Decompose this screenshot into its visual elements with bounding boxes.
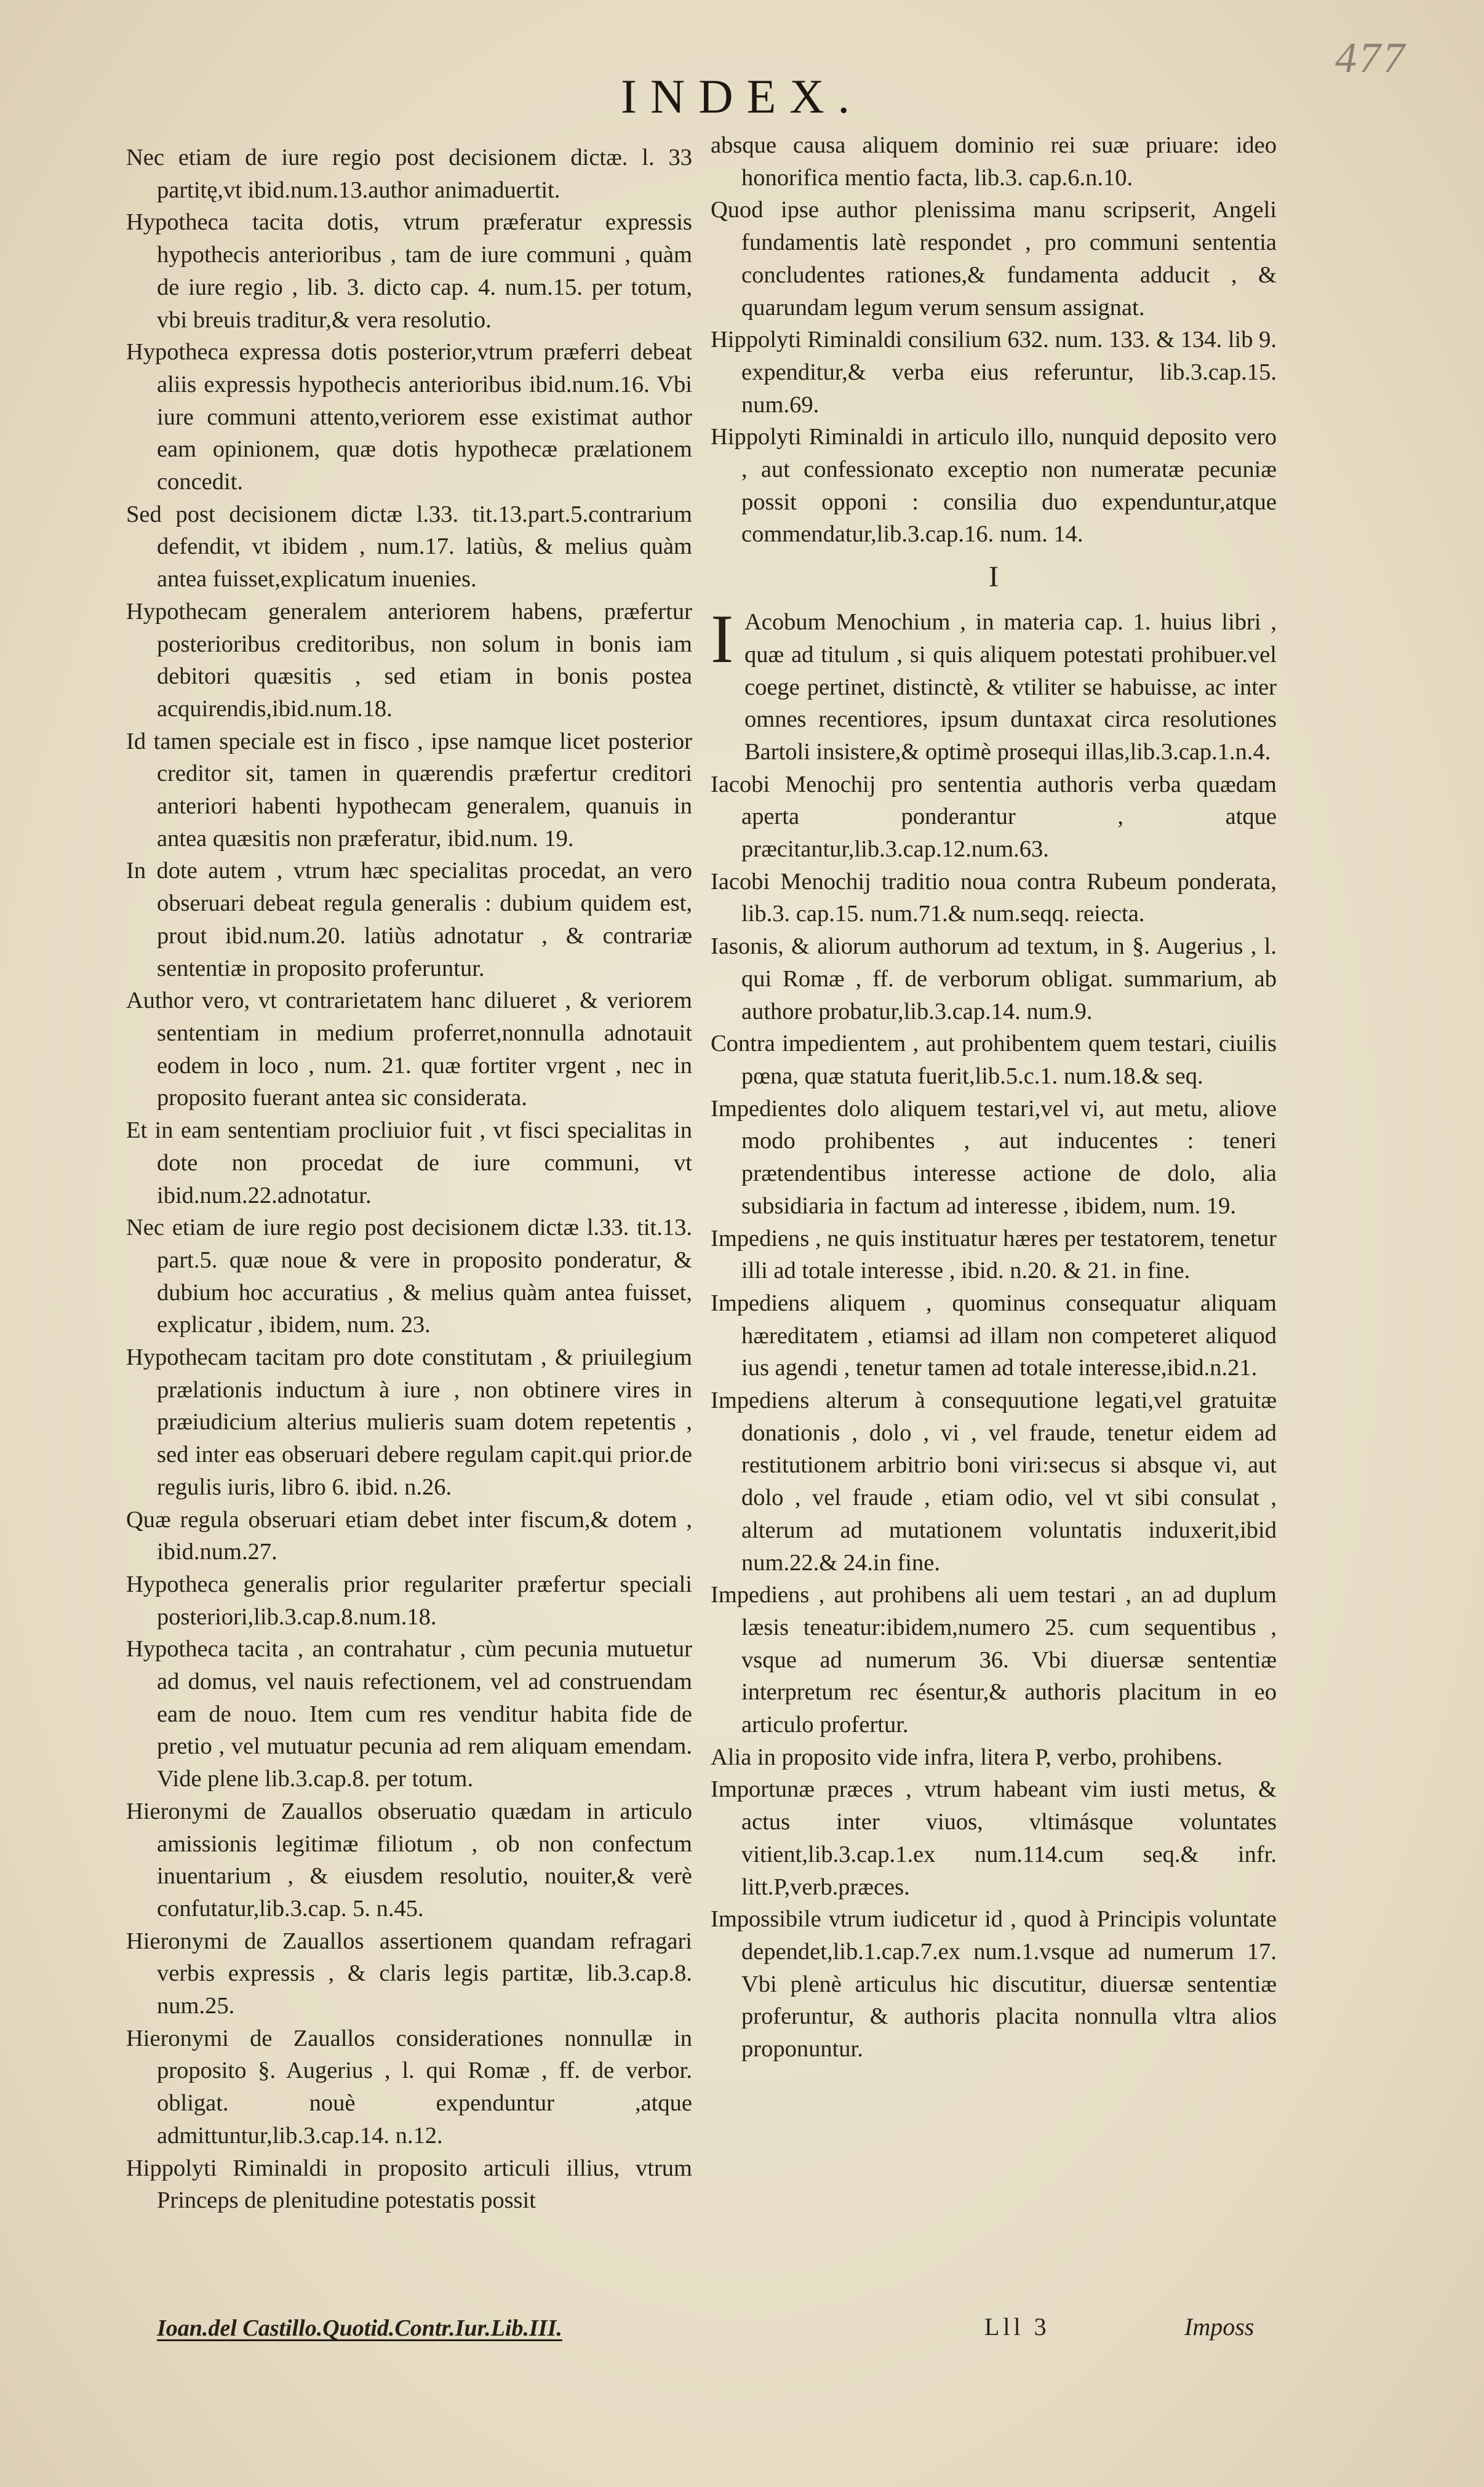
index-entry: Hippolyti Riminaldi in proposito articuli illius, vtrum Princeps de plenitudine potestatis possit [126, 2155, 692, 2214]
index-entry: Importunæ præces , vtrum habeant vim iusti metus, & actus inter viuos, vltimásque voluntates vitient,lib.3.cap.1.ex num.114.cum seq.& infr. litt.P,verb.præces. [711, 1776, 1277, 1900]
index-entry: Sed post decisionem dictæ l.33. tit.13.part.5.contrarium defendit, vt ibidem , num.17. latiùs, & melius quàm antea fuisset,explicatum inuenies. [126, 501, 692, 593]
catchword: Imposs [1184, 2313, 1255, 2341]
index-entry: Impediens aliquem , quominus consequatur aliquam hæreditatem , etiamsi ad illam non competeret aliquod ius agendi , tenetur tamen ad totale interesse,ibid.n.21. [711, 1290, 1277, 1381]
index-entry: In dote autem , vtrum hæc specialitas procedat, an vero obseruari debeat regula generalis : dubium quidem est, prout ibid.num.20. latiùs adnotatur , & contrariæ sententiæ in proposito proferuntur. [126, 858, 692, 981]
index-entry: Iacobi Menochij pro sententia authoris verba quædam aperta ponderantur , atque præcitantur,lib.3.cap.12.num.63. [711, 771, 1277, 863]
index-entry: Nec etiam de iure regio post decisionem dictæ l.33. tit.13. part.5. quæ noue & vere in proposito ponderatur, & dubium hoc accuratius , & melius quàm antea fuisset, explicatur , ibidem, num. 23. [126, 1215, 692, 1338]
index-entry: Nec etiam de iure regio post decisionem dictæ. l. 33 partitę,vt ibid.num.13.author animaduertit. [126, 145, 692, 203]
index-entry: Id tamen speciale est in fisco , ipse namque licet posterior creditor sit, tamen in quærendis præfertur creditori anteriori habenti hypothecam generalem, quanuis in antea quæsitis non præferatur, ibid.num. 19. [126, 728, 692, 852]
index-entry: Iasonis, & aliorum authorum ad textum, in §. Augerius , l. qui Romæ , ff. de verborum obligat. summarium, ab authore probatur,lib.3.cap.14. num.9. [711, 933, 1277, 1024]
index-entry: Hypothecam generalem anteriorem habens, præfertur posterioribus creditoribus, non solum in bonis iam debitori quæsitis , sed etiam in bonis postea acquirendis,ibid.num.18. [126, 598, 692, 722]
section-letter: I [989, 561, 999, 594]
index-entry: Impediens , aut prohibens ali uem testari , an ad duplum læsis teneatur:ibidem,numero 25. cum sequentibus , vsque ad numerum 36. Vbi diuersæ sententiæ interpretum rec ésentur,& authoris placitum in eo articulo profertur. [711, 1582, 1277, 1738]
index-entry: Hieronymi de Zauallos considerationes nonnullæ in proposito §. Augerius , l. qui Romæ , ff. de verbor. obligat. nouè expenduntur ,atque admittuntur,lib.3.cap.14. n.12. [126, 2025, 692, 2149]
index-entry: Hippolyti Riminaldi consilium 632. num. 133. & 134. lib 9. expenditur,& verba eius referuntur, lib.3.cap.15. num.69. [711, 327, 1277, 418]
index-entry: Quod ipse author plenissima manu scripserit, Angeli fundamentis latè respondet , pro communi sententia concludentes rationes,& fundamenta adducit , & quarundam legum verum sensum assignat. [711, 197, 1277, 321]
page-title: INDEX. [620, 70, 864, 123]
index-entry: Et in eam sententiam procliuior fuit , vt fisci specialitas in dote non procedat de iure communi, vt ibid.num.22.adnotatur. [126, 1117, 692, 1208]
right-column [711, 129, 1277, 2066]
index-entry: Impedientes dolo aliquem testari,vel vi, aut metu, aliove modo prohibentes , aut inducentes : teneri prætendentibus interesse actione de dolo, alia subsidiaria in factum ad interesse , ibidem, num. 19. [711, 1095, 1277, 1219]
index-entry: Hieronymi de Zauallos obseruatio quædam in articulo amissionis legitimæ filiotum , ob non confectum inuentarium , & eiusdem resolutio, nouiter,& verè confutatur,lib.3.cap. 5. n.45. [126, 1798, 692, 1922]
index-entry: Impediens alterum à consequutione legati,vel gratuitæ donationis , dolo , vi , vel fraude, tenetur eidem ad restitutionem arbitrio boni viri:secus si absque vi, aut dolo , vel fraude , etiam odio, vel vt sibi consulat , alterum ad mutationem voluntatis induxerit,ibid num.22.& 24.in fine. [711, 1387, 1277, 1576]
index-entry: Contra impedientem , aut prohibentem quem testari, ciuilis pœna, quæ statuta fuerit,lib.5.c.1. num.18.& seq. [711, 1031, 1277, 1089]
index-entry: Hieronymi de Zauallos assertionem quandam refragari verbis expressis , & claris legis partitæ, lib.3.cap.8. num.25. [126, 1928, 692, 2019]
index-entry: Iacobi Menochij traditio noua contra Rubeum ponderata, lib.3. cap.15. num.71.& num.seqq. reiecta. [711, 868, 1277, 927]
dropcap-entry-text: Acobum Menochium , in materia cap. 1. huius libri , quæ ad titulum , si quis aliquem potestati prohibuer.vel coege pertinet, distinctè, & vtiliter se habuisse, ac inter omnes recentiores, ipsum duntaxat circa resolutiones Bartoli insistere,& optimè prosequi illas,lib.3.cap.1.n.4. [744, 609, 1277, 765]
index-entry: Hypotheca tacita , an contrahatur , cùm pecunia mutuetur ad domus, vel nauis refectionem, vel ad construendam eam de nouo. Item cum res venditur habita fide de pretio , vel mutuatur pecunia ad rem aliquam emendam. Vide plene lib.3.cap.8. per totum. [126, 1636, 692, 1792]
index-entry: Quæ regula obseruari etiam debet inter fiscum,& dotem , ibid.num.27. [126, 1506, 692, 1565]
index-entry: absque causa aliquem dominio rei suæ priuare: ideo honorifica mentio facta, lib.3. cap.6.n.10. [711, 132, 1277, 191]
running-footer: Ioan.del Castillo.Quotid.Contr.Iur.Lib.III. [157, 2315, 562, 2341]
page-number: 477 [1335, 34, 1407, 82]
index-entry: Hypothecam tacitam pro dote constitutam , & priuilegium prælationis inductum à iure , non obtinere vires in præiudicium alterius mulieris suam dotem repetentis , sed inter eas obseruari debere regulam capit.qui prior.de regulis iuris, libro 6. ibid. n.26. [126, 1344, 692, 1500]
index-entry: Hippolyti Riminaldi in articulo illo, nunquid deposito vero , aut confessionato exceptio non numeratæ pecuniæ possit opponi : consilia duo expenduntur,atque commendatur,lib.3.cap.16. num. 14. [711, 424, 1277, 548]
signature-mark: Lll 3 [984, 2313, 1050, 2341]
index-entry: Hypotheca expressa dotis posterior,vtrum præferri debeat aliis expressis hypothecis anterioribus ibid.num.16. Vbi iure communi attento,veriorem esse existimat author eam opinionem, quæ dotis hypothecæ prælationem concedit. [126, 339, 692, 495]
index-entry: Author vero, vt contrarietatem hanc dilueret , & veriorem sententiam in medium proferret,nonnulla adnotauit eodem in loco , num. 21. quæ fortiter vrgent , nec in proposito fuerant antea sic considerata. [126, 988, 692, 1111]
index-entry: Impossibile vtrum iudicetur id , quod à Principis voluntate dependet,lib.1.cap.7.ex num.1.vsque ad numerum 17. Vbi plenè articulus hic discutitur, diuersæ sententiæ proferuntur, & authoris placita nonnulla vltra alios proponuntur. [711, 1906, 1277, 2062]
drop-cap: I [711, 601, 734, 678]
index-entry-dropcap [711, 601, 1277, 768]
index-entry: Hypotheca tacita dotis, vtrum præferatur expressis hypothecis anterioribus , tam de iure communi , quàm de iure regio , lib. 3. dicto cap. 4. num.15. per totum, vbi breuis traditur,& vera resolutio. [126, 209, 692, 333]
index-entry: Impediens , ne quis instituatur hæres per testatorem, tenetur illi ad totale interesse , ibid. n.20. & 21. in fine. [711, 1225, 1277, 1284]
left-column [126, 142, 692, 2217]
index-entry: Hypotheca generalis prior regulariter præfertur speciali posteriori,lib.3.cap.8.num.18. [126, 1571, 692, 1630]
index-entry: Alia in proposito vide infra, litera P, verbo, prohibens. [711, 1744, 1223, 1770]
